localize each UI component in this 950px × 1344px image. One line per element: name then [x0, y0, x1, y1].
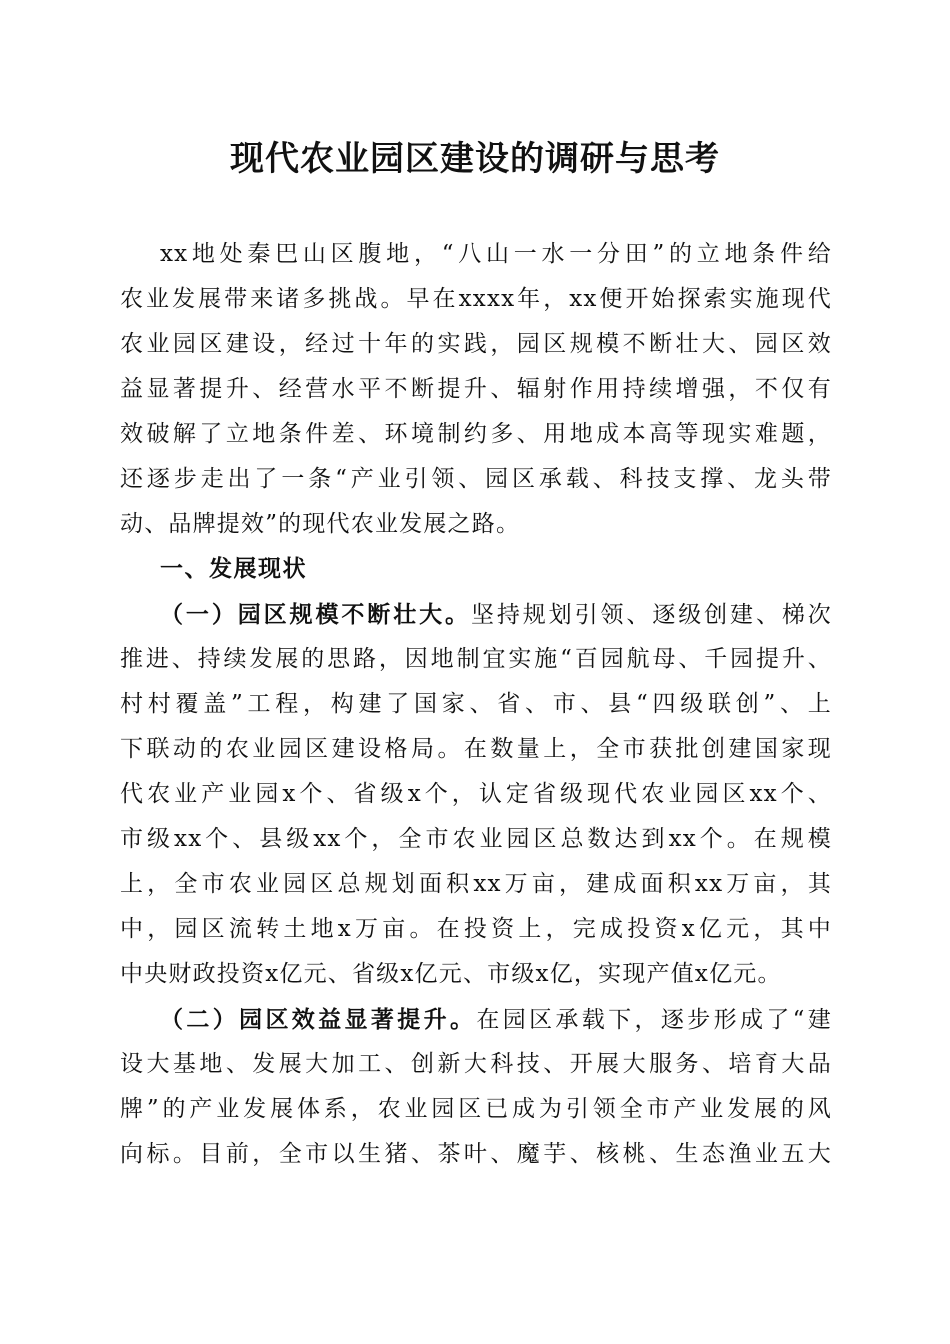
document-title: 现代农业园区建设的调研与思考	[230, 139, 720, 179]
subsection-lead: （一）园区规模不断壮大。	[160, 601, 471, 628]
paragraph-line: xx地处秦巴山区腹地，“八山一水一分田”的立地条件给	[160, 241, 832, 267]
subsection-first-line-text: 在园区承载下，逐步形成了“建	[476, 1007, 832, 1033]
paragraph-line: 农业发展带来诸多挑战。早在xxxx年，xx便开始探索实施现代	[120, 286, 832, 312]
paragraph-line: 中央财政投资x亿元、省级x亿元、市级x亿，实现产值x亿元。	[120, 961, 782, 987]
paragraph-line: 村村覆盖”工程，构建了国家、省、市、县“四级联创”、上	[120, 691, 832, 717]
paragraph-line: 中，园区流转土地x万亩。在投资上，完成投资x亿元，其中	[120, 916, 832, 942]
paragraph-line: 向标。目前，全市以生猪、茶叶、魔芋、核桃、生态渔业五大	[120, 1141, 832, 1167]
paragraph-line: 还逐步走出了一条“产业引领、园区承载、科技支撑、龙头带	[120, 466, 832, 492]
paragraph-line: 动、品牌提效”的现代农业发展之路。	[120, 511, 521, 537]
paragraph-line: 下联动的农业园区建设格局。在数量上，全市获批创建国家现	[120, 736, 832, 762]
subsection-first-line	[120, 997, 832, 1042]
paragraph-line: 上，全市农业园区总规划面积xx万亩，建成面积xx万亩，其	[120, 871, 832, 897]
paragraph-line: 市级xx个、县级xx个，全市农业园区总数达到xx个。在规模	[120, 826, 832, 852]
subsection-lead: （二）园区效益显著提升。	[160, 1006, 477, 1033]
subsection-first-line-text: 坚持规划引领、逐级创建、梯次	[470, 602, 832, 628]
paragraph-line: 效破解了立地条件差、环境制约多、用地成本高等现实难题，	[120, 421, 832, 447]
subsection-first-line	[120, 592, 832, 637]
paragraph-line: 牌”的产业发展体系，农业园区已成为引领全市产业发展的风	[120, 1096, 832, 1122]
paragraph-line: 益显著提升、经营水平不断提升、辐射作用持续增强，不仅有	[120, 376, 832, 402]
document-body	[120, 232, 832, 1177]
paragraph-line: 设大基地、发展大加工、创新大科技、开展大服务、培育大品	[120, 1051, 832, 1077]
section-heading: 一、发展现状	[160, 556, 307, 582]
paragraph-line: 推进、持续发展的思路，因地制宜实施“百园航母、千园提升、	[120, 646, 832, 672]
paragraph-line: 农业园区建设，经过十年的实践，园区规模不断壮大、园区效	[120, 331, 832, 357]
paragraph-line: 代农业产业园x个、省级x个，认定省级现代农业园区xx个、	[120, 781, 832, 807]
